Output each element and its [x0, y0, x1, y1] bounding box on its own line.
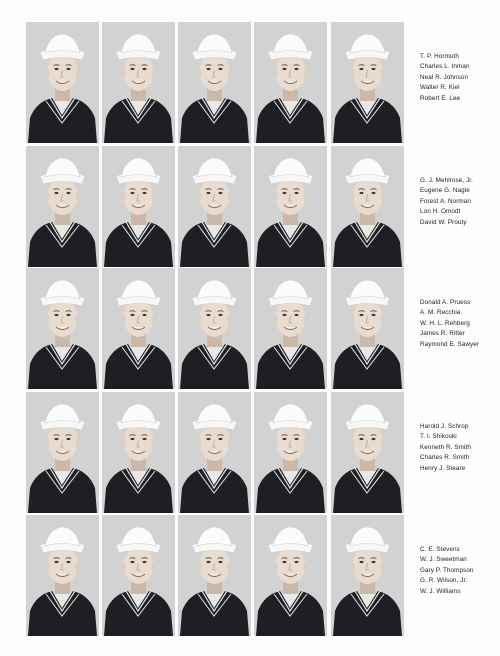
sailor-name: Henry J. Steare — [420, 464, 466, 472]
sailor-name: Eugene G. Nagle — [420, 187, 470, 195]
sailor-portrait — [178, 22, 251, 143]
sailor-portrait — [26, 22, 99, 143]
sailor-name: G. J. Mehlrose, Jr. — [420, 177, 473, 184]
sailor-name: T. P. Hormuth — [420, 53, 459, 60]
sailor-portrait — [178, 515, 251, 636]
sailor-name: Charles L. Inman — [420, 63, 470, 71]
sailor-portrait — [102, 146, 175, 267]
sailor-name: W. J. Williams — [420, 587, 461, 595]
sailor-name: James R. Ritter — [420, 330, 465, 338]
name-list — [420, 422, 500, 474]
name-list — [420, 545, 500, 597]
sailor-portrait — [26, 146, 99, 267]
name-list — [420, 52, 500, 104]
sailor-name: Raymond E. Sawyer — [420, 340, 480, 348]
sailor-portrait — [102, 515, 175, 636]
sailor-portrait — [331, 515, 404, 636]
sailor-name: Walter R. Kiel — [420, 84, 460, 92]
sailor-name: Neal R. Johnson — [420, 73, 469, 81]
sailor-name: Charles R. Smith — [420, 454, 470, 462]
sailor-portrait — [254, 392, 327, 513]
sailor-name: W. J. Sweetman — [420, 556, 467, 564]
photo-row-5 — [26, 515, 500, 636]
sailor-portrait — [102, 22, 175, 143]
sailor-name: G. R. Wilson, Jr. — [420, 577, 468, 585]
sailor-portrait — [26, 392, 99, 513]
sailor-name: David W. Prouty — [420, 218, 467, 226]
sailor-portrait — [331, 268, 404, 389]
sailor-name: Gary P. Thompson — [420, 566, 474, 574]
sailor-portrait — [254, 515, 327, 636]
sailor-portrait — [331, 22, 404, 143]
sailor-name: Kenneth R. Smith — [420, 443, 471, 451]
sailor-portrait — [102, 268, 175, 389]
sailor-portrait — [331, 146, 404, 267]
sailor-portrait — [254, 22, 327, 143]
sailor-portrait — [26, 268, 99, 389]
sailor-portrait — [102, 392, 175, 513]
sailor-name: Forest A. Norman — [420, 197, 471, 205]
photo-row-4 — [26, 392, 500, 513]
photo-row-2 — [26, 146, 500, 267]
sailor-portrait — [178, 146, 251, 267]
photo-row-1 — [26, 22, 500, 143]
sailor-portrait — [26, 515, 99, 636]
sailor-name: W. H. L. Rehberg — [420, 319, 470, 327]
sailor-portrait — [331, 392, 404, 513]
photo-row-3 — [26, 268, 500, 389]
sailor-name: Robert E. Lee — [420, 94, 461, 102]
sailor-name: Donald A. Pruess — [420, 299, 471, 306]
sailor-portrait — [178, 268, 251, 389]
name-list — [420, 176, 500, 228]
sailor-name: Harold J. Schrop — [420, 423, 469, 430]
name-list — [420, 298, 500, 350]
sailor-portrait — [254, 268, 327, 389]
sailor-portrait — [254, 146, 327, 267]
sailor-name: A. M. Recchia — [420, 309, 461, 317]
sailor-name: T. I. Shikoski — [420, 433, 457, 441]
sailor-portrait — [178, 392, 251, 513]
sailor-name: C. E. Stevens — [420, 546, 460, 553]
sailor-name: Lon H. Omodt — [420, 208, 461, 216]
